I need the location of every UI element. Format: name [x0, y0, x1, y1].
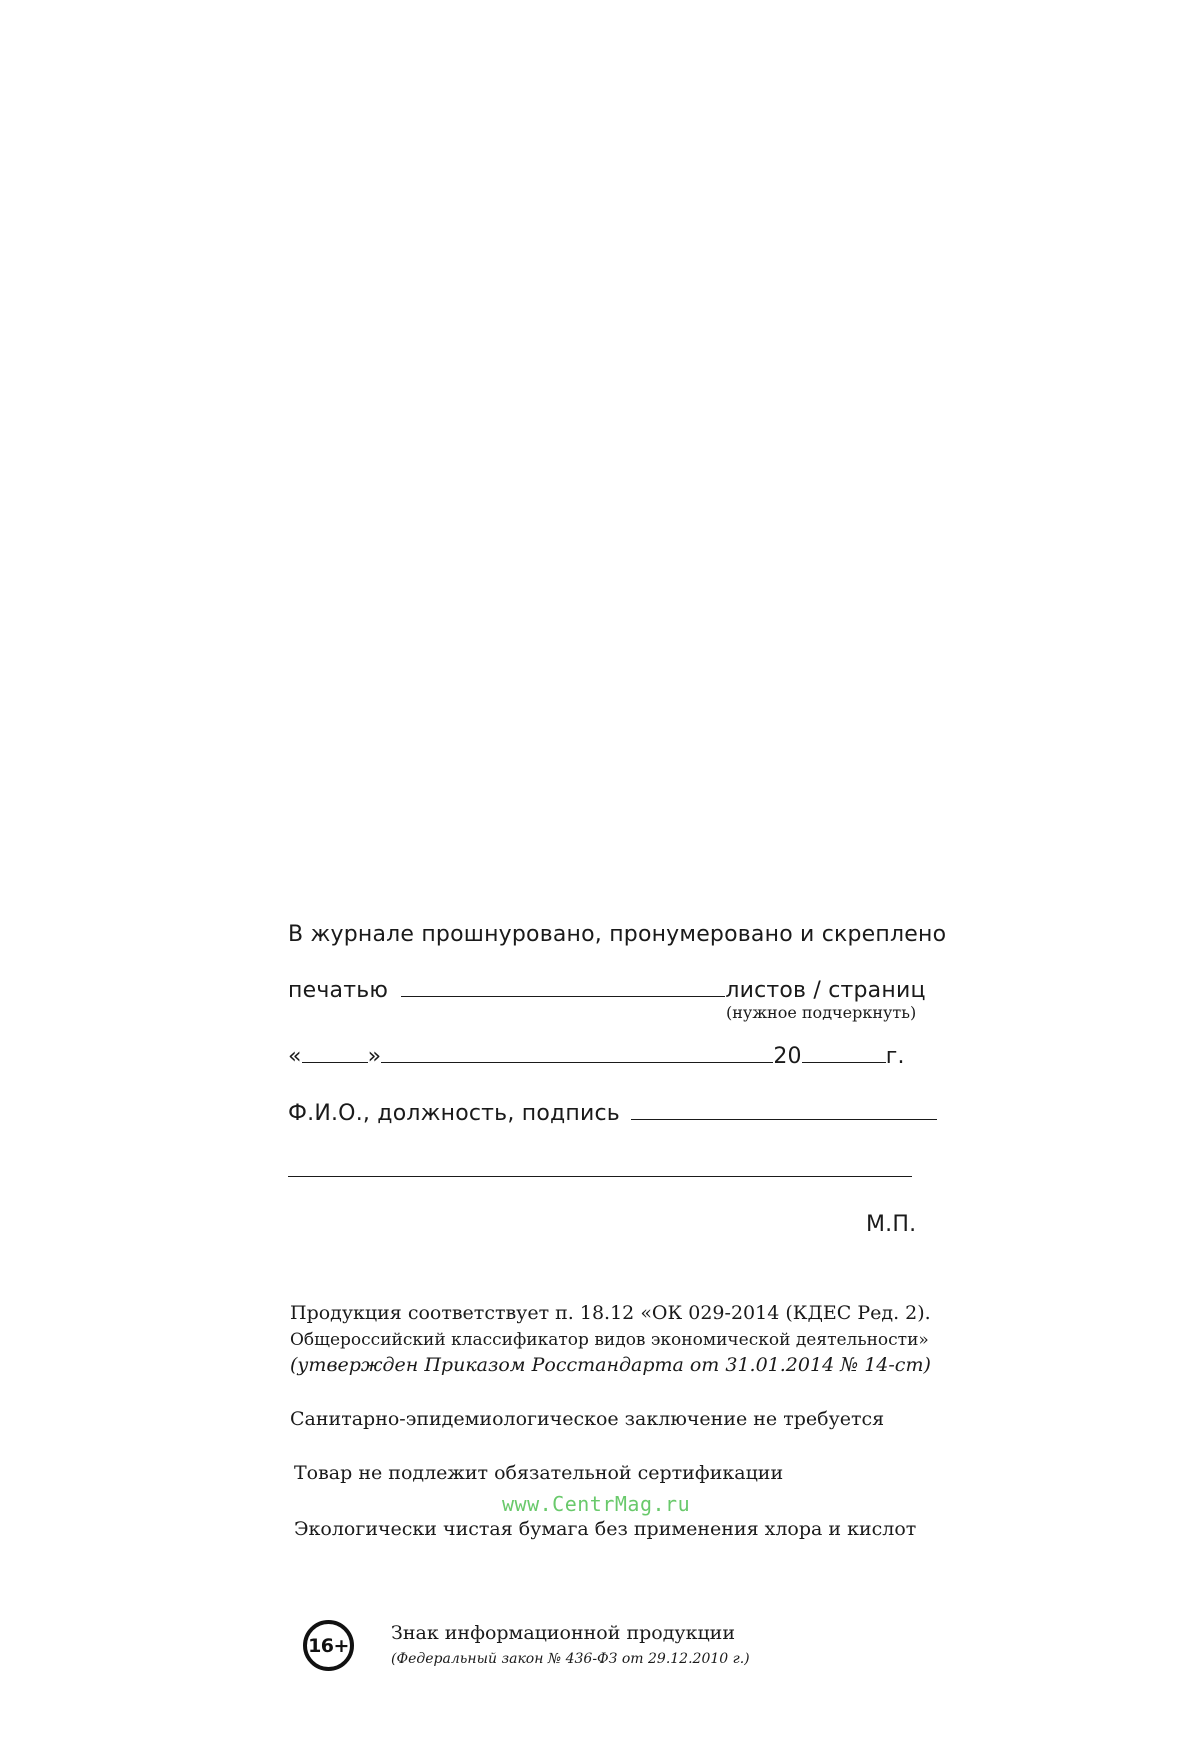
watermark: www.CentrMag.ru [502, 1492, 691, 1516]
federal-law-reference: (Федеральный закон № 436-ФЗ от 29.12.2010 г.) [391, 1651, 750, 1667]
signature-row [288, 1101, 937, 1126]
pages-count-blank [401, 995, 725, 997]
age-rating-badge-icon [303, 1620, 354, 1671]
info-product-sign: Знак информационной продукции [391, 1622, 736, 1644]
pages-count-row [288, 978, 926, 1003]
year-blank [802, 1061, 886, 1063]
underline-hint: (нужное подчеркнуть) [726, 1003, 917, 1022]
seal-label: печатью [288, 978, 389, 1003]
stamp-label: М.П. [866, 1212, 917, 1237]
day-blank [302, 1061, 368, 1063]
date-open-quote: « [288, 1044, 302, 1069]
date-row [288, 1044, 905, 1069]
pages-units-label: листов / страниц [725, 978, 926, 1003]
signature-label: Ф.И.О., должность, подпись [288, 1101, 620, 1126]
age-rating-text: 16+ [308, 1634, 349, 1657]
signature-continuation-line [288, 1176, 912, 1177]
certification-note: Товар не подлежит обязательной сертификации [294, 1462, 784, 1484]
conformity-line-2: Общероссийский классификатор видов экономической деятельности» [290, 1330, 929, 1350]
year-prefix: 20 [773, 1044, 802, 1069]
month-blank [381, 1061, 773, 1063]
eco-note: Экологически чистая бумага без применения хлора и кислот [294, 1518, 917, 1540]
sanitary-note: Санитарно-эпидемиологическое заключение не требуется [290, 1408, 885, 1430]
year-suffix: г. [885, 1044, 905, 1069]
conformity-line-3: (утвержден Приказом Росстандарта от 31.01.2014 № 14-ст) [290, 1354, 931, 1376]
journal-statement: В журнале прошнуровано, пронумеровано и скреплено [288, 922, 947, 947]
signature-blank [631, 1118, 937, 1120]
date-close-quote: » [367, 1044, 382, 1069]
conformity-line-1: Продукция соответствует п. 18.12 «ОК 029-2014 (КДЕС Ред. 2). [290, 1302, 931, 1324]
